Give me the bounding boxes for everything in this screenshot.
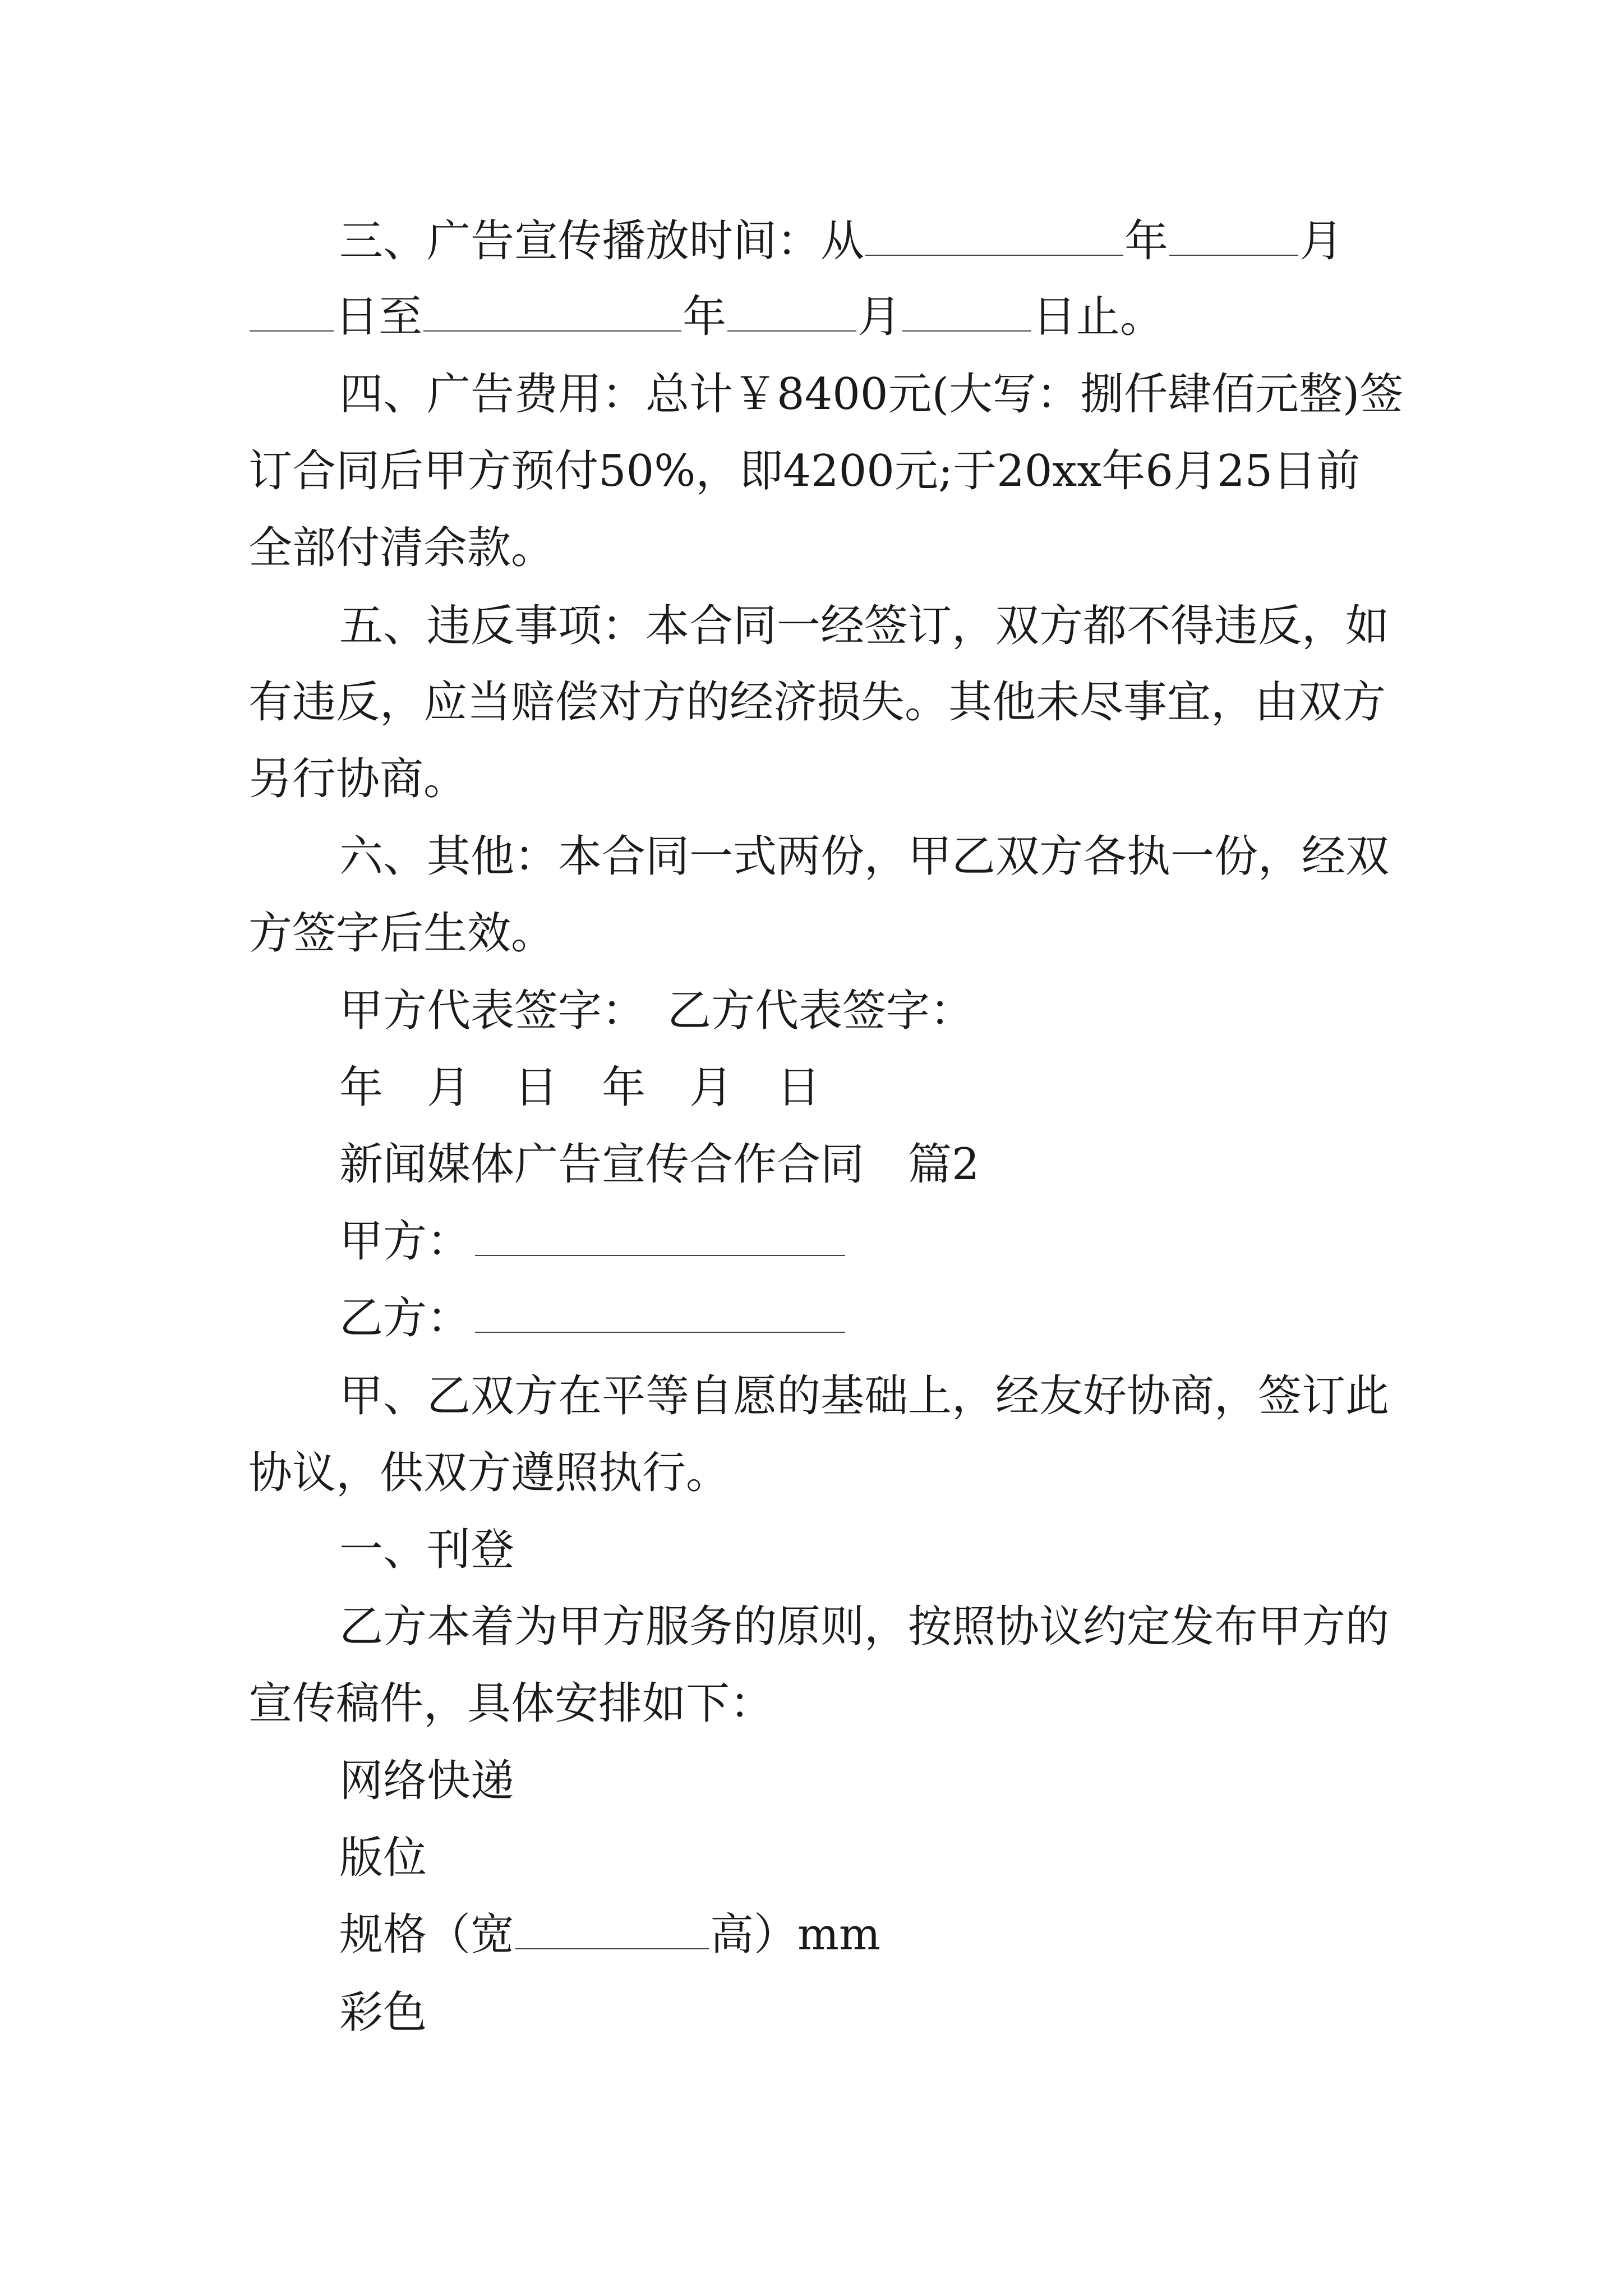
section-5-line-2: 有违反，应当赔偿对方的经济损失。其他未尽事宜，由双方 [248, 677, 1386, 728]
item-color: 彩色 [339, 1987, 427, 2038]
day-to-label: 日至 [335, 292, 423, 342]
blank-field [1169, 215, 1298, 256]
section-1-line-2: 宣传稿件，具体安排如下： [248, 1678, 774, 1729]
section-4-line-3: 全部付清余款。 [248, 523, 555, 573]
item-spec-width-label: 规格（宽 [339, 1910, 515, 1960]
item-network: 网络快递 [339, 1756, 515, 1806]
section-6-line-2: 方签字后生效。 [248, 908, 555, 959]
party-b-label: 乙方： [339, 1293, 471, 1343]
blank-field [865, 215, 1123, 256]
date-line: 年 月 日 年 月 日 [339, 1062, 821, 1113]
spec-blank [515, 1909, 709, 1949]
intro-line-1: 甲、乙双方在平等自愿的基础上，经友好协商，签订此 [339, 1371, 1390, 1421]
party-a-blank [475, 1216, 845, 1256]
party-b-blank [475, 1292, 845, 1333]
party-b-line [339, 1285, 845, 1352]
party-a-line [339, 1208, 845, 1275]
section-1-heading: 一、刊登 [339, 1525, 515, 1575]
month-label: 月 [1299, 216, 1344, 266]
year-label: 年 [1124, 216, 1169, 266]
blank-field [423, 291, 681, 332]
section-3-line-1 [339, 208, 1343, 275]
month-label: 月 [857, 292, 902, 342]
blank-field [902, 291, 1031, 332]
intro-line-2: 协议，供双方遵照执行。 [248, 1448, 730, 1498]
section-5-line-3: 另行协商。 [248, 754, 468, 804]
contract-2-title: 新闻媒体广告宣传合作合同 篇2 [339, 1139, 980, 1190]
section-4-line-1: 四、广告费用：总计￥8400元(大写：捌仟肆佰元整)签 [339, 369, 1404, 420]
section-5-line-1: 五、违反事项：本合同一经签订，双方都不得违反，如 [339, 601, 1390, 651]
item-layout: 版位 [339, 1833, 427, 1883]
section-6-line-1: 六、其他：本合同一式两份，甲乙双方各执一份，经双 [339, 831, 1390, 882]
signature-line: 甲方代表签字： 乙方代表签字： [339, 986, 974, 1036]
item-spec-height-label: 高）mm [710, 1910, 880, 1960]
blank-field [250, 291, 334, 332]
section-3-line-2 [248, 283, 1164, 351]
item-spec-line [339, 1901, 880, 1968]
year-label: 年 [683, 292, 727, 342]
section-3-text: 三、广告宣传播放时间：从 [339, 216, 865, 266]
section-4-line-2: 订合同后甲方预付50%，即4200元;于20xx年6月25日前 [248, 446, 1361, 496]
section-1-line-1: 乙方本着为甲方服务的原则，按照协议约定发布甲方的 [339, 1602, 1390, 1652]
day-end-label: 日止。 [1032, 292, 1164, 342]
party-a-label: 甲方： [339, 1216, 471, 1267]
blank-field [727, 291, 856, 332]
